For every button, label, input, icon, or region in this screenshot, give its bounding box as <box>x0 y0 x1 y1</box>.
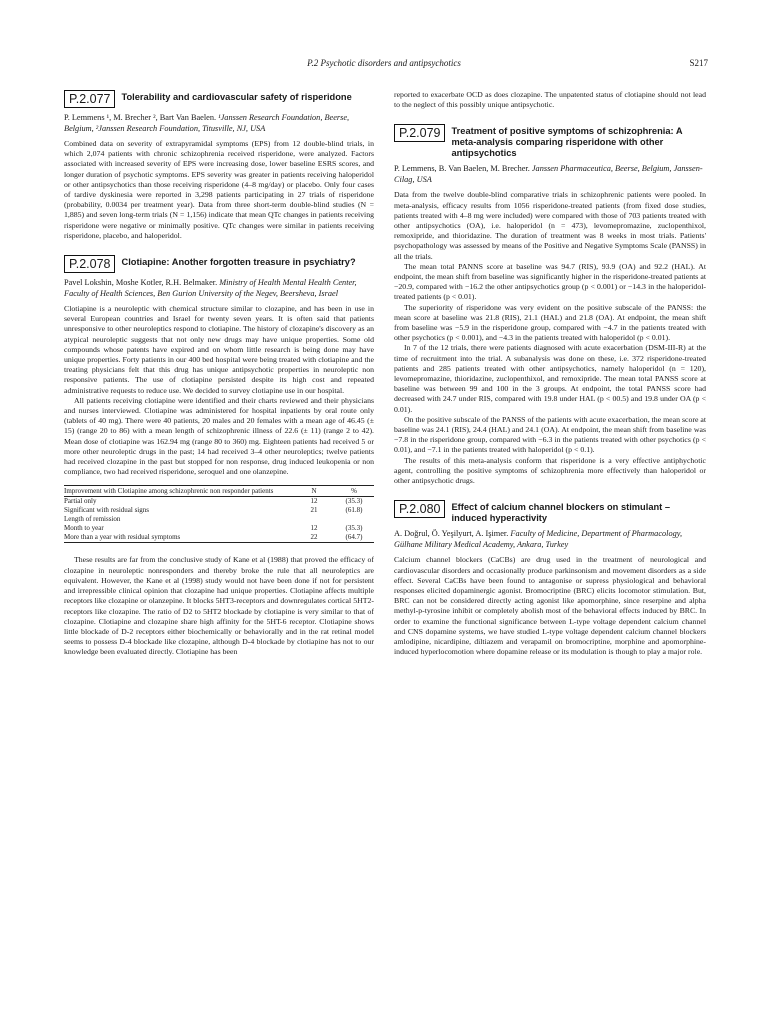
author-line <box>64 112 374 134</box>
left-column <box>64 90 374 672</box>
abstract-title: Treatment of positive symptoms of schizophrenia: A meta-analysis comparing risperidone with other antipsychotics <box>451 126 683 159</box>
table-cell: 12 <box>310 497 318 506</box>
table-header-cell: N <box>294 486 334 497</box>
abstract-heading <box>394 124 706 159</box>
table-row <box>64 506 374 515</box>
abstract-p2-078 <box>64 255 374 657</box>
right-column <box>394 90 706 671</box>
authors: P. Lemmens, B. Van Baelen, M. Brecher. <box>394 164 532 174</box>
section-title: P.2 Psychotic disorders and antipsychotics <box>307 58 461 68</box>
table-cell <box>334 515 374 524</box>
table-cell: 22 <box>294 533 334 543</box>
paragraph: reported to exacerbate OCD as does clozapine. The unpatented status of clotiapine should not lead to the neglect of this possibly unique antipsychotic. <box>394 90 706 110</box>
table-cell: More than a year with residual symptoms <box>64 533 294 543</box>
table-cell: (64.7) <box>334 533 374 543</box>
paragraph: Calcium channel blockers (CaCBs) are drug used in the treatment of neurological and cardiovascular disorders and occasionally produce parkinsonism and movement disorders as a side effect. Several CaCBs have been found to antagonise or supress physiological and behavioral responses elicited dopaminergic agonist. Bromocriptine (BRC) elicits locomotor stimulation. But, BRC can not be considered directly acting agonist like apomorphine, since reserpine and alpha methyl-p-tyrosine inhibit or completely abolish most of the behavioral effects induced by BRC. In order to examine the functional significance between L-type voltage dependent calcium channel and CNS dopamine systems, we have studied L-type voltage dependent calcium channel blockers amlodipine, nicardipine, diltiazem and verapamil on bromocriptine, morphine and apomorphine-induced hyperlocomotion where dopamine release or its modulation is though to play a major role. <box>394 555 706 657</box>
paragraph: The superiority of risperidone was very evident on the positive subscale of the PANSS: the mean score at baseline was 21.8 (RIS), 21.1 (HAL) and 21.8 (OA). At endpoint, the mean shift from baseline was −5.9 in the risperidone group, compared with −4.7 in the patients treated with other psychotics (p < 0.001), and −4.3 in the patients treated with haloperidol (p < 0.01). <box>394 302 706 343</box>
abstract-heading <box>64 90 374 108</box>
abstract-id: P.2.078 <box>64 255 115 273</box>
table-cell: Month to year <box>64 524 104 533</box>
abstract-body: Combined data on severity of extrapyramidal symptoms (EPS) from 12 double-blind trials, in which 2,074 patients with chronic schizophrenia received risperidone, were analyzed. Factors associated with increased severity of EPS were increasing dose, lower baseline ESRS scores, and longer duration of psychotic symptoms. EPS severity was greater in patients receiving haloperidol or other antipsychotics than those receiving risperidone (4–8 mg/day) or placebo. Only four cases of tardive dyskinesia were reported in 3,298 patients participating in 27 trials of risperidone (probability, 0.0034 per treatment year). Data from three short-term double-blind studies (N = 1,885) and seven long-term trials (N = 1,156) indicate that mean QTc changes in patients receiving risperidone were negative or minimally positive. QTc changes were similar in patients receiving risperidone, placebo, and haloperidol. <box>64 139 374 240</box>
authors: Pavel Lokshin, Moshe Kotler, R.H. Belmaker. <box>64 278 220 288</box>
table-cell: (61.8) <box>345 506 363 515</box>
paragraph: The results of this meta-analysis conform that risperidone is a very effective antiphychotic agent, controlling the positive symptoms of schizophrenia more effectively than haloperidol or other antipsychotic drugs. <box>394 455 706 486</box>
abstract-p2-080 <box>394 500 706 657</box>
paragraph: All patients receiving clotiapine were identified and their charts reviewed and their physicians and nurses interviewed. Clotiapine was administered for hospital inpatients by oral route only (tablets of 40 mg). There were 40 patients, 20 males and 20 females with a mean age of 46.45 (± 15) (range 20 to 86) with a mean length of schizophrenic illness of 22.6 (± 11) (range 2 to 42). Mean dose of clotiapine was 162.94 mg (range 80 to 360) mg. Eighteen patients had received 5 or more other neuroleptic drugs in the past; 14 had received 3–4 other neuroleptics; twelve patients had received clozapine in the past but stopped for non response, drug induced leukopenia or non compliance, two had received risperidone, seroquel and one olanzepine. <box>64 395 374 477</box>
abstract-title: Effect of calcium channel blockers on stimulant – induced hyperactivity <box>451 502 671 524</box>
table-header-cell: % <box>334 486 374 497</box>
abstract-id: P.2.079 <box>394 124 445 142</box>
author-line <box>394 528 706 550</box>
affiliation: Ministry of Health Mental Health Center, Faculty of Health Sciences, Ben Gurion University of the Negev, Beersheva, Israel <box>64 278 357 299</box>
abstract-title: Tolerability and cardiovascular safety of risperidone <box>121 92 352 102</box>
table-header-row <box>64 486 374 497</box>
authors: A. Doğrul, Ö. Yeşilyurt, A. Işimer. <box>394 529 511 539</box>
affiliation: Janssen Pharmaceutica, Beerse, Belgium, Janssen-Cilag, USA <box>394 164 703 185</box>
paragraph: Clotiapine is a neuroleptic with chemical structure similar to clozapine, and has been in use in several European countries and Israel for twenty seven years. It is often said that patients unresponsive to other neuroleptics respond to clotiapine. The history of clozapine's discovery as an atypical neuroleptic suggests that not only new drugs may have unique properties. Some old compounds whose patents have expired and on whom little research is being done may have unique properties. Forty patients in our 400 bed hospital were being treated with clotiapine and the treating physicians felt that this drug has unique antipsychotic properties in neuroleptic non responsive patients. The use of clotiapine persisted despite its high cost and repeated administrative requests to reduce use. We decided to survey clotiapine use in our hospital. <box>64 304 374 395</box>
abstract-id: P.2.080 <box>394 500 445 518</box>
authors: P. Lemmens ¹, M. Brecher ², Bart Van Baelen. <box>64 113 219 122</box>
abstract-id: P.2.077 <box>64 90 115 108</box>
abstract-p2-077 <box>64 90 374 241</box>
table-cell: Significant with residual signs <box>64 506 149 515</box>
paragraph: The mean total PANNS score at baseline was 94.7 (RIS), 93.9 (OA) and 92.2 (HAL). At endpoint, the mean shift from baseline was significantly higher in the risperidone-treated patients at −20.9, compared with −16.2 the other antipsychotics group (p < 0.001) or −14.3 in the haloperidol-treated patients (p < 0.01). <box>394 261 706 302</box>
paragraph: These results are far from the conclusive study of Kane et al (1988) that proved the efficacy of clozapine in neuroleptic nonresponders and thereby broke the rule that all neuroleptics are equivalent. However, the Kane et al (1998) study would not have been done if not for persistent and irrepressible clinical opinion that clozapine had unique properties. Clotiapine affects multiple receptors like clozapine or olanzepine. It blocks 5HT3-receptors and downregulates cortical 5HT2-receptors like clozapine. The ratio of D2 to 5HT2 blockade by clotiapine is very similar to that of clozapine. Clotiapine and clozapine share high affinity for the 5HT-6 receptor. Clotiapine shows little blockade of D-2 receptors either biochemically or behaviorally and in the rat retinal model seems to possess D-4 blockade like clozapine, although D-4 blockade by clotiapine has not to our knowledge been evaluated directly. Clotiapine has been <box>64 555 374 657</box>
author-line <box>64 277 374 299</box>
table-row <box>64 515 374 524</box>
table-header-cell: Improvement with Clotiapine among schizophrenic non responder patients <box>64 486 294 497</box>
page-number: S217 <box>689 58 708 68</box>
abstract-heading <box>64 255 374 273</box>
table-cell: (35.3) <box>345 524 363 533</box>
table-cell: Length of remission <box>64 515 121 524</box>
table-row <box>64 533 374 543</box>
running-header <box>0 58 768 72</box>
table-cell: 21 <box>310 506 318 515</box>
table-row <box>64 497 374 507</box>
abstract-heading <box>394 500 706 524</box>
affiliation: Faculty of Medicine, Department of Pharmacology, Gülhane Military Medical Academy, Ankara, Turkey <box>394 529 683 550</box>
abstract-continuation <box>394 90 706 110</box>
table-cell: Partial only <box>64 497 97 506</box>
paragraph: Data from the twelve double-blind comparative trials in schizophrenic patients were pooled. In meta-analysis, efficacy results from 1056 risperidone-treated patients (from fixed dose studies, patients treated with 4–8 mg were included) were compared with those of 703 patients treated with other antipsychotics (OA), i.e. haloperidol (n = 473), levomepromazine, zuclopenthixol, remoxipride, and thioridazine. The duration of treatment was 8 weeks in most trials. Patients' psychopathology was assessed by means of the Positive and Negative Symptoms Scale (PANSS) in all the trials. <box>394 190 706 261</box>
abstract-title: Clotiapine: Another forgotten treasure in psychiatry? <box>121 257 356 268</box>
table-cell <box>294 515 334 524</box>
author-line <box>394 163 706 185</box>
table-cell: (35.3) <box>345 497 363 506</box>
results-table <box>64 485 374 543</box>
abstract-p2-079 <box>394 124 706 486</box>
table-cell: 12 <box>310 524 318 533</box>
affiliation: ¹Janssen Research Foundation, Beerse, Belgium, ²Janssen Research Foundation, Titusville, NJ, USA <box>64 113 350 133</box>
paragraph: In 7 of the 12 trials, there were patients diagnosed with acute exacerbation (DSM-III-R) at the time of recruitment into the trial. A subanalysis was done on these, i.e. 372 risperidone-treated patients and 285 patients treated with other antipsychotics, namely haloperidol (n = 120), levomepromazine, thioridazine, zuclopenthixol, and remoxipride. The mean total PANSS score at baseline was between 99 and 100 in the 3 groups. At endpoint, the total PANSS score had decreased with 24.7 under RIS, compared with 19.8 under HAL (p < 00.5) and 19.8 under OA (p < 0.01). <box>394 343 706 414</box>
paragraph: On the positive subscale of the PANSS of the patients with acute exacerbation, the mean score at baseline was 24.1 (RIS), 24.4 (HAL) and 24.1 (OA). At endpoint, the mean shift from baseline was −7.8 in the risperidone group, compared with −6.3 in the patients treated with other psychotics (p < 0.01), and −7.1 in the patients treated with haloperidol (p < 0.1). <box>394 414 706 455</box>
table-row <box>64 524 374 533</box>
